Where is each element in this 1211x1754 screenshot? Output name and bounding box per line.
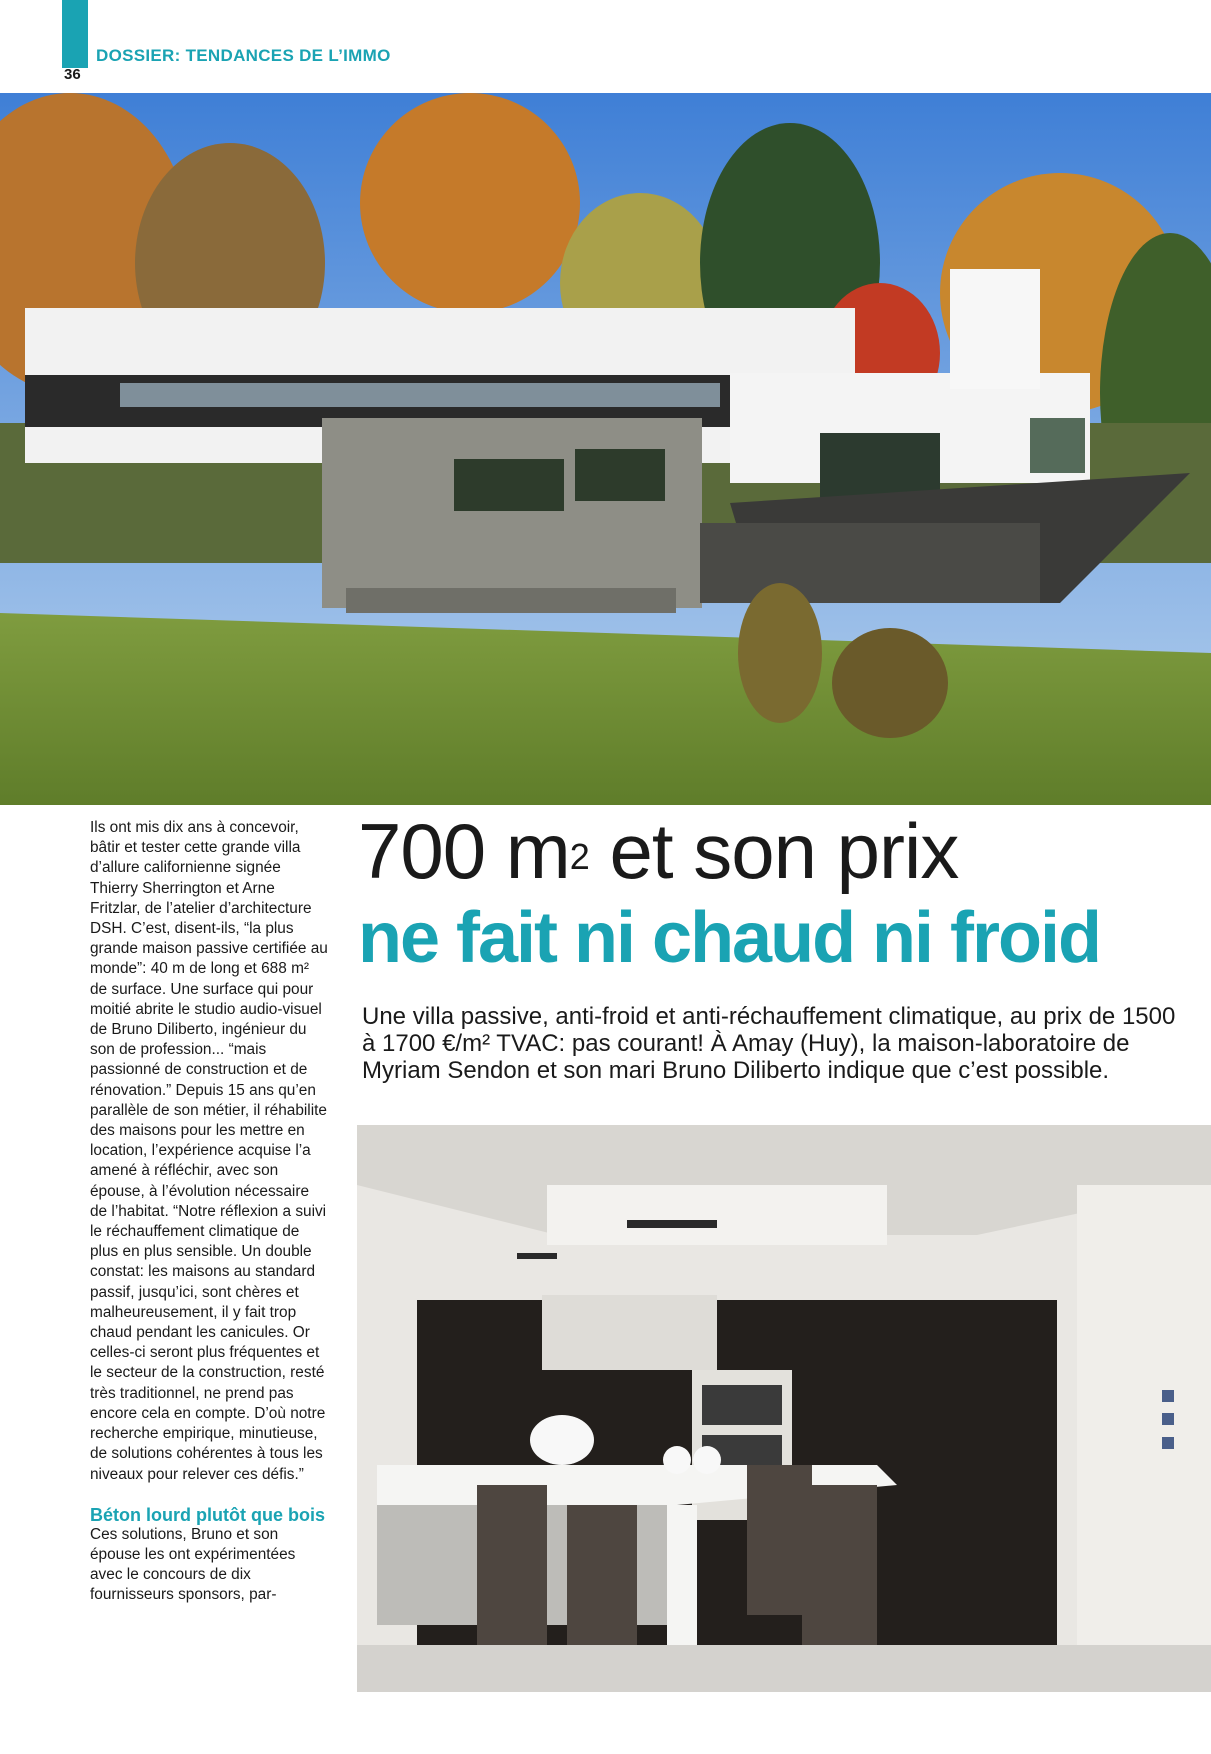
- section-rubric: DOSSIER: TENDANCES DE L’IMMO: [96, 46, 391, 65]
- lead-paragraph: Une villa passive, anti-froid et anti-réchauffement climatique, au prix de 1500 à 1700 €/m² TVAC: pas courant! À Amay (Huy), la maison-laboratoire de Myriam Sendon et son mari Bruno Diliberto indique que c’est possible.: [362, 1003, 1176, 1084]
- villa-exterior-photo: [0, 93, 1211, 805]
- article-headline: [358, 808, 1198, 978]
- body-column: [90, 818, 328, 1606]
- header-accent-bar: [62, 0, 88, 68]
- body-paragraph-2: Ces solutions, Bruno et son épouse les ont expérimentées avec le concours de dix fournisseurs sponsors, par-: [90, 1525, 296, 1604]
- page-number: 36: [64, 66, 81, 83]
- subheading: Béton lourd plutôt que bois: [90, 1504, 325, 1525]
- body-paragraph-1: Ils ont mis dix ans à concevoir, bâtir et tester cette grande villa d’allure californienne signée Thierry Sherrington et Arne Fritzlar, de l’atelier d’architecture DSH. C’est, disent-ils, “la plus grande maison passive certifiée au monde”: 40 m de long et 688 m² de surface. Une surface qui pour moitié abrite le studio audio-visuel de Bruno Diliberto, ingénieur du son de profession... “mais passionné de construction et de rénovation.” Depuis 15 ans qu’en parallèle de son métier, il réhabilite des maisons pour les mettre en location, l’expérience acquise l’a amené à réfléchir, avec son épouse, à l’évolution nécessaire de l’habitat. “Notre réflexion a suivi le réchauffement climatique de plus en plus sensible. Un double constat: les maisons au standard passif, jusqu’ici, sont chères et malheureusement, il y fait trop chaud pendant les canicules. Or celles-ci seront plus fréquentes et le secteur de la construction, resté très traditionnel, ne prend pas encore cela en compte. D’où notre recherche empirique, minutieuse, de solutions cohérentes à tous les niveaux pour relever ces défis.”: [90, 819, 328, 1483]
- headline-line-1: 700 $m^2$ et son prix: [358, 807, 959, 895]
- headline-line-2: ne fait ni chaud ni froid: [358, 898, 1100, 978]
- kitchen-interior-photo: [357, 1125, 1211, 1692]
